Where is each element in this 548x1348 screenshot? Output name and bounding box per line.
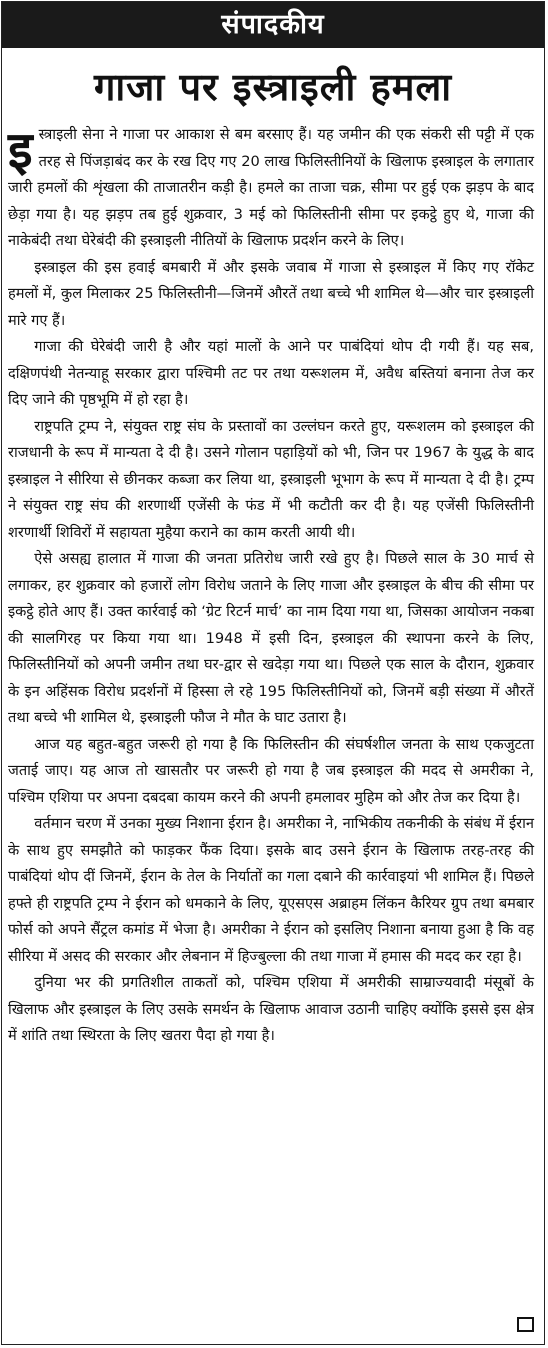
article-body — [2, 122, 544, 1050]
paragraph-text: स्त्राइली सेना ने गाजा पर आकाश से बम बरसाए हैं। यह जमीन की एक संकरी सी पट्टी में एक तरह से पिंजड़ाबंद कर के रख दिए गए 20 लाख फिलिस्तीनियों के खिलाफ इस्त्राइल के लगातार जारी हमलों की शृंखला की ताजातरीन कड़ी है। हमले का ताजा चक्र, सीमा पर हुई एक झड़प के बाद छेड़ा गया है। यह झड़प तब हुई शुक्रवार, 3 मई को फिलिस्तीनी सीमा पर इकट्ठे हुए थे, गाजा की नाकेबंदी तथा घेरेबंदी की इस्त्राइली नीतियों के खिलाफ प्रदर्शन करने के लिए। — [8, 126, 534, 249]
article-paragraph: इस्त्राइल की इस हवाई बमबारी में और इसके जवाब में गाजा से इस्त्राइल में किए गए रॉकेट हमलों में, कुल मिलाकर 25 फिलिस्तीनी—जिनमें औरतें तथा बच्चे भी शामिल थे—और चार इस्त्राइली मारे गए हैं। — [8, 258, 534, 329]
article-paragraph: राष्ट्रपति ट्रम्प ने, संयुक्त राष्ट्र संघ के प्रस्तावों का उल्लंघन करते हुए, यरूशलम को इस्त्राइल की राजधानी के रूप में मान्यता दे दी है। उसने गोलान पहाड़ियों को भी, जिन पर 1967 के युद्ध के बाद इस्त्राइल ने सीरिया से छीनकर कब्जा कर लिया था, इस्त्राइली भूभाग के रूप में मान्यता दे दी है। ट्रम्प ने संयुक्त राष्ट्र संघ की शरणार्थी एजेंसी के फंड में भी कटौती कर दी है। यह एजेंसी फिलिस्तीनी शरणार्थी शिविरों में सहायता मुहैया कराने का काम करती आयी थी। — [8, 417, 534, 541]
headline: गाजा पर इस्त्राइली हमला — [93, 65, 453, 109]
article-paragraph: आज यह बहुत-बहुत जरूरी हो गया है कि फिलिस्तीन की संघर्षशील जनता के साथ एकजुटता जताई जाए। यह आज तो खासतौर पर जरूरी हो गया है जब इस्त्राइल की मदद से अमरीका ने, पश्चिम एशिया पर अपना दबदबा कायम करने की अपनी हमलावर मुहिम को और तेज कर दिया है। — [8, 735, 534, 806]
article-paragraph: वर्तमान चरण में उनका मुख्य निशाना ईरान है। अमरीका ने, नाभिकीय तकनीकी के संबंध में ईरान के साथ हुए समझौते को फाड़कर फैंक दिया। इसके बाद उसने ईरान के खिलाफ तरह-तरह की पाबंदियां थोप दीं जिनमें, ईरान के तेल के निर्यातों का गला दबाने की कार्रवाइयां भी शामिल हैं। पिछले हफ्ते ही राष्ट्रपति ट्रम्प ने ईरान को धमकाने के लिए, यूएसएस अब्राहम लिंकन कैरियर ग्रुप तथा बमबार फोर्स को अपने सैंट्रल कमांड में भेजा है। अमरीका ने ईरान को इसलिए निशाना बनाया हुआ है कि वह सीरिया में असद की सरकार और लेबनान में हिज्बुल्ला की तथा गाजा में हमास की मदद कर रहा है। — [8, 815, 534, 965]
article-paragraph — [8, 122, 534, 255]
article-paragraph: दुनिया भर की प्रगतिशील ताकतों को, पश्चिम एशिया में अमरीकी साम्राज्यवादी मंसूबों के खिलाफ और इस्त्राइल के लिए उसके समर्थन के खिलाफ आवाज उठानी चाहिए क्योंकि इससे इस क्षेत्र में शांति तथा स्थिरता के लिए खतरा पैदा हो गया है। — [8, 974, 534, 1044]
section-title: संपादकीय — [2, 2, 544, 48]
article-paragraph: गाजा की घेरेबंदी जारी है और यहां मालों के आने पर पाबंदियां थोप दी गयी हैं। यह सब, दक्षिणपंथी नेतन्याहू सरकार द्वारा पश्चिमी तट पर तथा यरूशलम में, अवैध बस्तियां बनाना तेज कर दिए जाने की पृष्ठभूमि में हो रहा है। — [8, 338, 534, 408]
end-of-article-icon — [517, 1317, 534, 1332]
editorial-page — [1, 1, 545, 1345]
drop-cap: इ — [8, 121, 33, 179]
article-paragraph: ऐसे असह्य हालात में गाजा की जनता प्रतिरोध जारी रखे हुए है। पिछले साल के 30 मार्च से लगाकर, हर शुक्रवार को हजारों लोग विरोध जताने के लिए गाजा और इस्त्राइल के बीच की सीमा पर इकट्ठे होते आए हैं। उक्त कार्रवाई को ‘ग्रेट रिटर्न मार्च’ का नाम दिया गया था, जिसका आयोजन नकबा की सालगिरह पर किया गया था। 1948 में इसी दिन, इस्त्राइल की स्थापना करने के लिए, फिलिस्तीनियों को अपनी जमीन तथा घर-द्वार से खदेड़ा गया था। पिछले एक साल के दौरान, शुक्रवार के इन अहिंसक विरोध प्रदर्शनों में हिस्सा ले रहे 195 फिलिस्तीनियों को, जिनमें बड़ी संख्या में औरतें तथा बच्चे भी शामिल थे, इस्त्राइली फौज ने मौत के घाट उतारा है। — [8, 550, 535, 726]
